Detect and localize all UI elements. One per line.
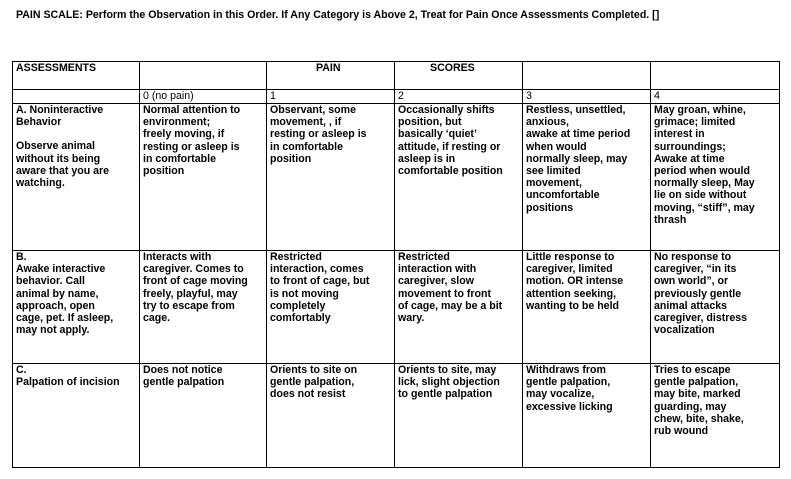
score-text-b-1: Restricted interaction, comes to front of cage, but is not moving completely comfortably [270,251,370,325]
score-labels-row [13,90,780,104]
score-cell-b-2 [395,251,523,364]
score-text-a-3: Restless, unsettled, anxious, awake at time period when would normally sleep, may see limited movement, uncomfortable positions [526,104,631,214]
score-cell-a-4 [651,104,780,251]
score-cell-c-3 [523,364,651,468]
score-text-c-3: Withdraws from gentle palpation, may vocalize, excessive licking [526,364,613,413]
pain-header-label: PAIN [316,62,341,74]
category-cell-c [13,364,140,468]
category-cell-a [13,104,140,251]
header-cell-1 [267,62,395,90]
score-text-a-2: Occasionally shifts position, but basically ‘quiet’ attitude, if resting or asleep is in comfortable position [398,104,503,178]
category-note-a: Observe animal without its being aware that you are watching. [16,140,110,190]
header-cell-2 [395,62,523,90]
score-text-b-0: Interacts with caregiver. Comes to front of cage moving freely, playful, may try to escape from cage. [143,251,248,325]
score-text-b-3: Little response to caregiver, limited motion. OR intense attention seeking, wanting to be held [526,251,624,312]
score-label-empty [13,90,140,104]
score-text-b-4: No response to caregiver, “in its own world”, or previously gentle animal attacks caregiver, distress vocalization [654,251,748,337]
assessment-row-a [13,104,780,251]
score-cell-a-0 [140,104,267,251]
score-cell-b-1 [267,251,395,364]
assessment-row-b [13,251,780,364]
score-cell-a-1 [267,104,395,251]
score-label-2: 2 [395,90,523,104]
score-label-1: 1 [267,90,395,104]
page-heading: PAIN SCALE: Perform the Observation in this Order. If Any Category is Above 2, Treat for Pain Once Assessments Completed. [] [16,9,660,21]
category-title-b: B. Awake interactive behavior. Call animal by name, approach, open cage, pet. If asleep, may not apply. [16,251,114,337]
score-cell-c-1 [267,364,395,468]
assessments-header-label: ASSESSMENTS [16,62,97,74]
score-label-4: 4 [651,90,780,104]
score-text-a-0: Normal attention to environment; freely moving, if resting or asleep is in comfortable position [143,104,241,178]
score-cell-b-3 [523,251,651,364]
scores-header-label: SCORES [430,62,475,74]
header-cell-0 [140,62,267,90]
score-label-3: 3 [523,90,651,104]
assessment-row-c [13,364,780,468]
header-cell-3 [523,62,651,90]
score-text-a-1: Observant, some movement, , if resting or asleep is in comfortable position [270,104,367,165]
score-cell-c-4 [651,364,780,468]
score-cell-c-2 [395,364,523,468]
assessments-header [13,62,140,90]
score-cell-a-2 [395,104,523,251]
score-text-c-1: Orients to site on gentle palpation, does not resist [270,364,358,401]
score-cell-c-0 [140,364,267,468]
score-text-c-2: Orients to site, may lick, slight objection to gentle palpation [398,364,500,401]
score-label-0: 0 (no pain) [140,90,267,104]
category-title-c: C. Palpation of incision [16,364,120,389]
score-text-b-2: Restricted interaction with caregiver, slow movement to front of cage, may be a bit wary. [398,251,503,325]
score-text-a-4: May groan, whine, grimace; limited interest in surroundings; Awake at time period when would normally sleep, May lie on side without moving, “stiff”, may thrash [654,104,755,226]
header-row [13,62,780,90]
score-text-c-4: Tries to escape gentle palpation, may bite, marked guarding, may chew, bite, shake, rub wound [654,364,744,438]
category-spacer [16,128,136,140]
category-title-a: A. Noninteractive Behavior [16,104,104,129]
score-cell-b-0 [140,251,267,364]
score-text-c-0: Does not notice gentle palpation [143,364,225,389]
pain-scale-table [12,61,780,468]
score-cell-b-4 [651,251,780,364]
category-cell-b [13,251,140,364]
header-cell-4 [651,62,780,90]
score-cell-a-3 [523,104,651,251]
